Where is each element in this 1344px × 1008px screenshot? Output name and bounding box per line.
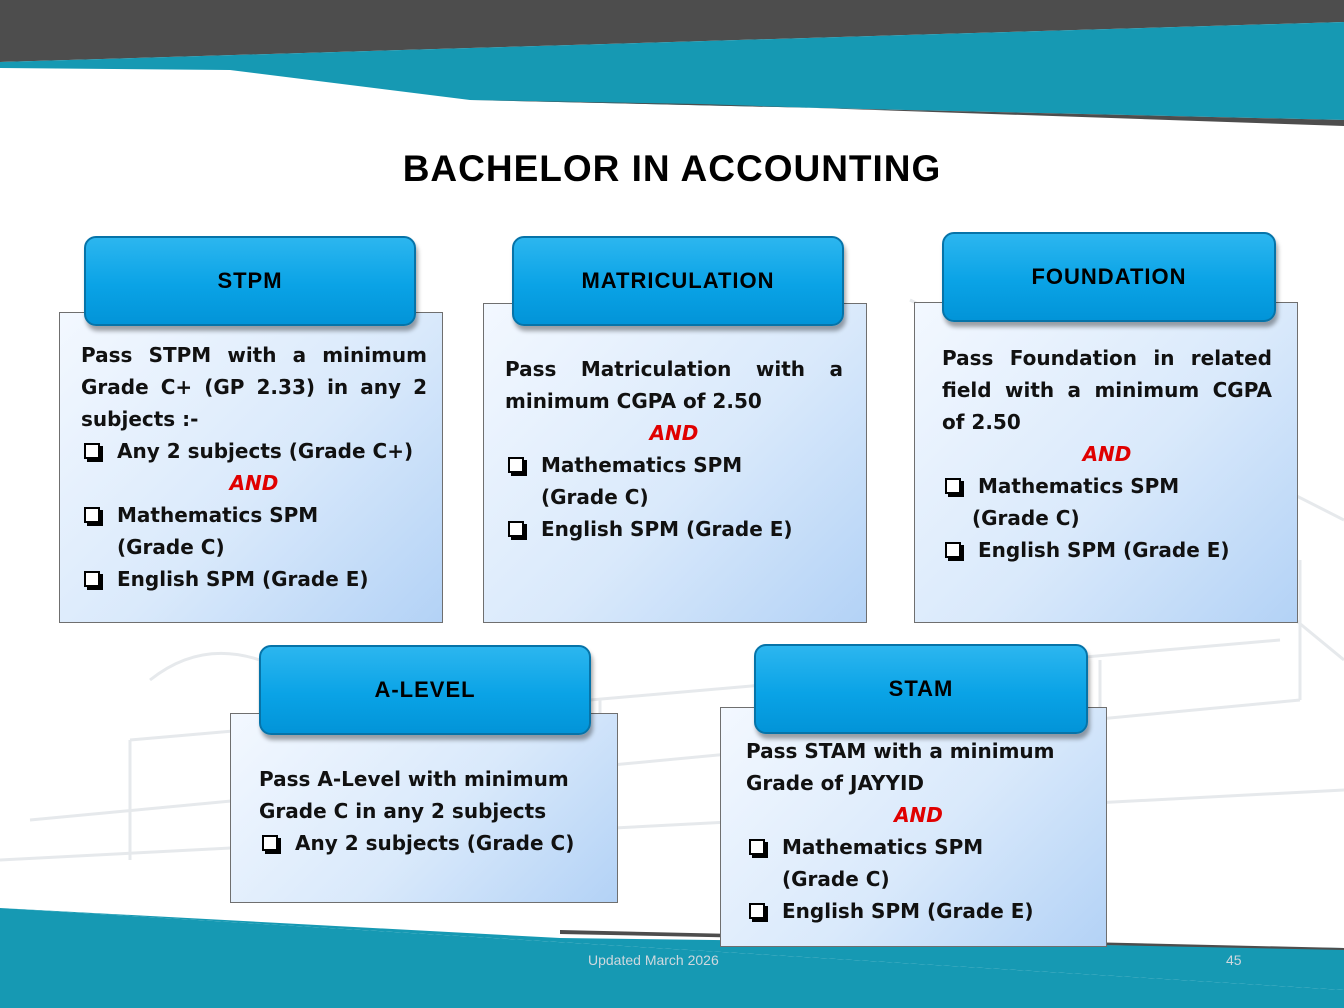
matriculation-bullet-1-cont: (Grade C) — [541, 485, 649, 509]
stam-bullet-2-text: English SPM (Grade E) — [782, 899, 1034, 923]
stam-bullet-1 — [746, 831, 1091, 863]
stpm-line-1: Pass STPM with a minimum — [81, 343, 427, 367]
checkbox-bullet-icon — [945, 478, 961, 494]
stam-bullet-2 — [746, 895, 1091, 927]
foundation-bullet-1-cont: (Grade C) — [972, 506, 1080, 530]
matriculation-body — [505, 353, 843, 545]
stpm-line-2: Grade C+ (GP 2.33) in any 2 — [81, 375, 427, 399]
stam-bullet-1-cont: (Grade C) — [782, 867, 890, 891]
checkbox-bullet-icon — [749, 839, 765, 855]
stpm-body — [81, 339, 427, 595]
matriculation-bullet-2-text: English SPM (Grade E) — [541, 517, 793, 541]
foundation-bullet-2-text: English SPM (Grade E) — [978, 538, 1230, 562]
alevel-header: A-LEVEL — [259, 645, 591, 735]
checkbox-bullet-icon — [749, 903, 765, 919]
stpm-bullet-2-cont: (Grade C) — [117, 535, 225, 559]
checkbox-bullet-icon — [508, 457, 524, 473]
stpm-bullet-1 — [81, 435, 427, 467]
alevel-bullet-1-text: Any 2 subjects (Grade C) — [295, 831, 575, 855]
alevel-body — [259, 763, 599, 859]
slide-footer: Updated March 2026 — [588, 952, 719, 968]
stpm-bullet-3 — [81, 563, 427, 595]
slide-title: BACHELOR IN ACCOUNTING — [402, 148, 942, 189]
stam-line-2: Grade of JAYYID — [746, 771, 925, 795]
checkbox-bullet-icon — [508, 521, 524, 537]
stpm-bullet-3-text: English SPM (Grade E) — [117, 567, 369, 591]
stam-bullet-1-text: Mathematics SPM — [782, 835, 984, 859]
foundation-line-2: field with a minimum CGPA — [942, 378, 1272, 402]
foundation-header: FOUNDATION — [942, 232, 1276, 322]
foundation-bullet-2 — [942, 534, 1272, 566]
foundation-bullet-1 — [942, 470, 1272, 502]
stpm-bullet-2-text: Mathematics SPM — [117, 503, 319, 527]
foundation-bullet-1-text: Mathematics SPM — [978, 474, 1180, 498]
matriculation-header: MATRICULATION — [512, 236, 844, 326]
stam-body — [746, 735, 1091, 927]
checkbox-bullet-icon — [84, 571, 100, 587]
matriculation-and: AND — [649, 421, 699, 445]
alevel-bullet-1 — [259, 827, 599, 859]
matriculation-bullet-1 — [505, 449, 843, 481]
alevel-line-2: Grade C in any 2 subjects — [259, 799, 547, 823]
stpm-header: STPM — [84, 236, 416, 326]
stpm-bullet-2 — [81, 499, 427, 531]
checkbox-bullet-icon — [84, 443, 100, 459]
stpm-and: AND — [229, 471, 279, 495]
foundation-line-1: Pass Foundation in related — [942, 346, 1272, 370]
stpm-bullet-1-text: Any 2 subjects (Grade C+) — [117, 439, 414, 463]
foundation-and: AND — [1082, 442, 1132, 466]
matriculation-bullet-2 — [505, 513, 843, 545]
page-number: 45 — [1226, 952, 1242, 968]
stam-line-1: Pass STAM with a minimum — [746, 739, 1055, 763]
stam-header: STAM — [754, 644, 1088, 734]
stam-and: AND — [894, 803, 943, 827]
matriculation-line-1: Pass Matriculation with a — [505, 357, 843, 381]
matriculation-bullet-1-text: Mathematics SPM — [541, 453, 743, 477]
alevel-line-1: Pass A-Level with minimum — [259, 767, 569, 791]
matriculation-line-2: minimum CGPA of 2.50 — [505, 389, 762, 413]
checkbox-bullet-icon — [84, 507, 100, 523]
foundation-body — [942, 342, 1272, 566]
checkbox-bullet-icon — [945, 542, 961, 558]
stpm-line-3: subjects :- — [81, 407, 199, 431]
checkbox-bullet-icon — [262, 835, 278, 851]
foundation-line-3: of 2.50 — [942, 410, 1021, 434]
